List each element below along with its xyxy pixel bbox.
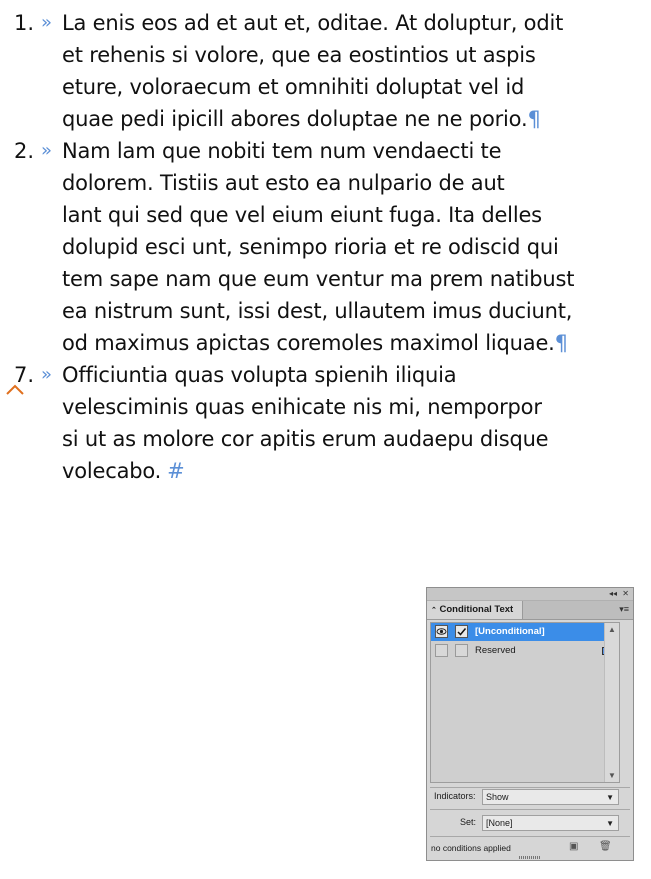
text-line: lant qui sed que vel eium eiunt fuga. Ita delles [62, 203, 542, 227]
text-line [62, 103, 541, 135]
list-number: 7. [14, 363, 35, 387]
trash-icon[interactable]: 🗑 [599, 841, 612, 852]
end-of-story-mark: # [167, 459, 185, 483]
text-line: ea nistrum sunt, issi dest, ullautem imus duciunt, [62, 299, 573, 323]
chevron-down-icon: ▼ [606, 793, 614, 802]
insertion-caret-icon [5, 382, 25, 396]
text-line: tem sape nam que eum ventur ma prem natibust [62, 267, 575, 291]
scroll-down-icon[interactable]: ▼ [608, 771, 616, 780]
text-line: Nam lam que nobiti tem num vendaecti te [62, 139, 502, 163]
condition-row-reserved[interactable] [431, 642, 619, 660]
eye-icon-glyph [436, 626, 447, 637]
divider [430, 787, 630, 788]
indicators-dropdown[interactable] [482, 789, 619, 805]
text-line-content: quae pedi ipicill abores doluptae ne ne porio. [62, 107, 528, 131]
indicators-value: Show [486, 792, 509, 802]
chevron-down-icon: ▼ [606, 819, 614, 828]
pilcrow-mark: ¶ [527, 107, 541, 131]
divider [430, 809, 630, 810]
checkmark-glyph [456, 626, 467, 637]
condition-label: [Unconditional] [475, 626, 545, 637]
resize-grip[interactable] [519, 856, 541, 859]
status-text: no conditions applied [431, 843, 511, 853]
set-dropdown[interactable] [482, 815, 619, 831]
text-line [62, 455, 185, 487]
tab-marker: » [41, 364, 53, 385]
updown-chevron-icon: ⌃ [431, 607, 437, 614]
tab-label: Conditional Text [439, 604, 514, 615]
close-icon[interactable]: ✕ [622, 589, 629, 598]
text-line-content: volecabo. [62, 459, 162, 483]
text-line: eture, voloraecum et omnihiti doluptat vel id [62, 75, 525, 99]
text-line: Officiuntia quas volupta spienih iliquia [62, 363, 457, 387]
text-line: dolupid esci unt, senimpo rioria et re odiscid qui [62, 235, 559, 259]
new-condition-icon[interactable]: ▣ [569, 841, 579, 852]
set-value: [None] [486, 818, 513, 828]
condition-label: Reserved [475, 645, 516, 656]
text-line: dolorem. Tistiis aut esto ea nulpario de aut [62, 171, 505, 195]
checkmark-icon[interactable] [455, 625, 468, 638]
tab-conditional-text[interactable] [427, 601, 523, 619]
scroll-up-icon[interactable]: ▲ [608, 625, 616, 634]
indicators-label: Indicators: [434, 791, 476, 801]
text-line-content: od maximus apictas coremoles maximol liquae. [62, 331, 555, 355]
condition-row-unconditional[interactable] [431, 623, 619, 641]
apply-checkbox[interactable] [455, 644, 468, 657]
panel-titlebar[interactable] [427, 588, 633, 601]
conditions-list [430, 622, 620, 783]
set-label: Set: [460, 817, 477, 827]
text-line: La enis eos ad et aut et, oditae. At doluptur, odit [62, 11, 564, 35]
tab-marker: » [41, 140, 53, 161]
text-line: si ut as molore cor apitis erum audaepu disque [62, 427, 549, 451]
list-scrollbar[interactable] [604, 623, 619, 782]
list-number: 1. [14, 11, 35, 35]
pilcrow-mark: ¶ [554, 331, 568, 355]
panel-menu-icon[interactable]: ▾≡ [619, 604, 629, 614]
tab-marker: » [41, 12, 53, 33]
list-number: 2. [14, 139, 35, 163]
eye-icon[interactable] [435, 625, 448, 638]
visibility-toggle[interactable] [435, 644, 448, 657]
text-line: velesciminis quas enihicate nis mi, nemporpor [62, 395, 542, 419]
text-line: et rehenis si volore, que ea eostintios ut aspis [62, 43, 536, 67]
conditional-text-panel [426, 587, 634, 861]
text-line [62, 327, 568, 359]
panel-tab-row [427, 601, 633, 620]
double-left-arrow-icon[interactable]: ◂◂ [608, 589, 617, 598]
divider [430, 836, 630, 837]
